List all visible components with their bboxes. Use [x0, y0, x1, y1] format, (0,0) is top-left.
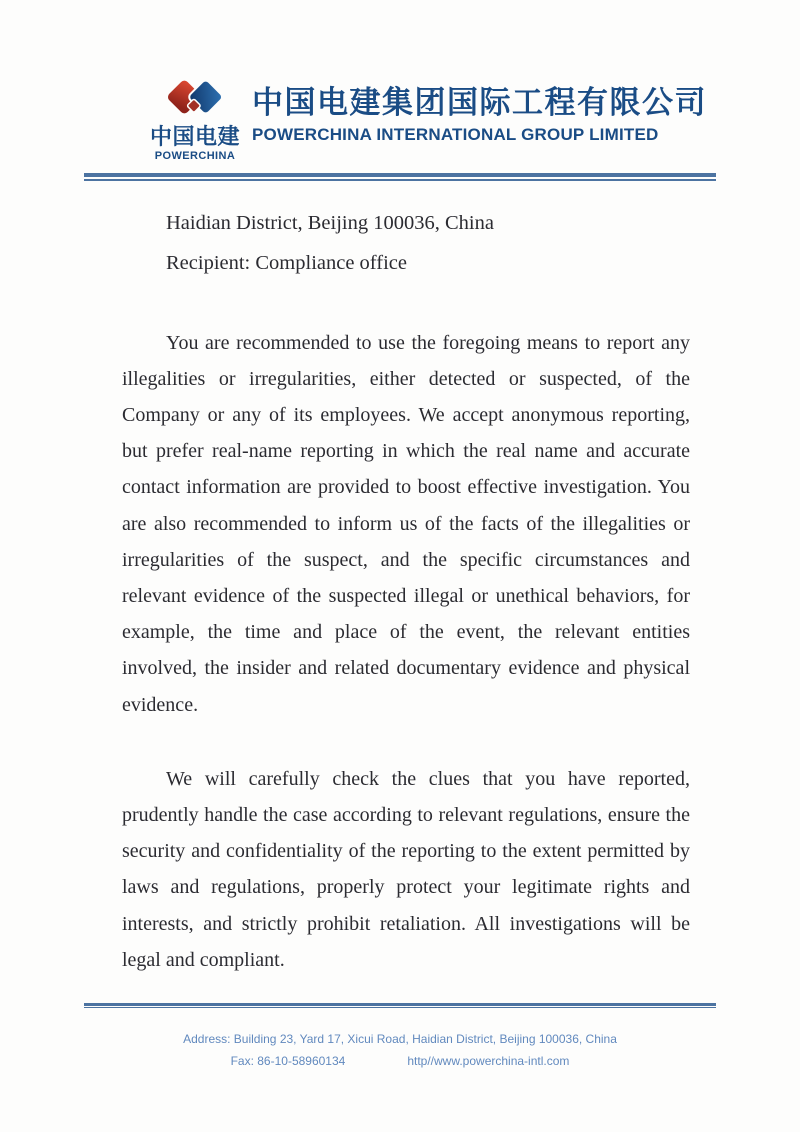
letter-footer	[0, 1028, 800, 1072]
logo-english-name: POWERCHINA	[154, 150, 236, 162]
footer-contact-row	[0, 1050, 800, 1072]
recipient-line: Recipient: Compliance office	[166, 251, 407, 274]
paragraph-investigation-promise: We will carefully check the clues that you have reported, prudently handle the case according to relevant regulations, ensure the security and confidentiality of the reporting to the extent permitted by laws and regulations, properly protect your legitimate rights and interests, and strictly prohibit retaliation. All investigations will be legal and compliant.	[122, 767, 690, 971]
letter-body	[0, 181, 800, 978]
footer-double-rule	[84, 1003, 716, 1008]
paragraph-reporting-guidance: You are recommended to use the foregoing means to report any illegalities or irregularities, either detected or suspected, of the Company or any of its employees. We accept anonymous reporting, but prefer real-name reporting in which the real name and accurate contact information are provided to boost effective investigation. You are also recommended to inform us of the facts of the illegalities or irregularities of the suspect, and the specific circumstances and relevant evidence of the suspected illegal or unethical behaviors, for example, the time and place of the event, the relevant entities involved, the insider and related documentary evidence and physical evidence.	[122, 331, 690, 716]
company-logo	[148, 70, 242, 163]
footer-fax: Fax: 86-10-58960134	[230, 1054, 346, 1068]
footer-address: Address: Building 23, Yard 17, Xicui Road, Haidian District, Beijing 100036, China	[183, 1032, 617, 1046]
footer-website: http//www.powerchina-intl.com	[407, 1054, 570, 1068]
company-title-block	[252, 70, 707, 146]
letterhead	[0, 0, 800, 163]
header-double-rule	[84, 173, 716, 181]
address-line: Haidian District, Beijing 100036, China	[166, 211, 494, 234]
company-name-chinese: 中国电建集团国际工程有限公司	[252, 85, 707, 120]
powerchina-diamond-logo-icon	[157, 70, 233, 124]
logo-chinese-name: 中国电建	[149, 124, 240, 149]
company-name-english: POWERCHINA INTERNATIONAL GROUP LIMITED	[252, 125, 659, 144]
